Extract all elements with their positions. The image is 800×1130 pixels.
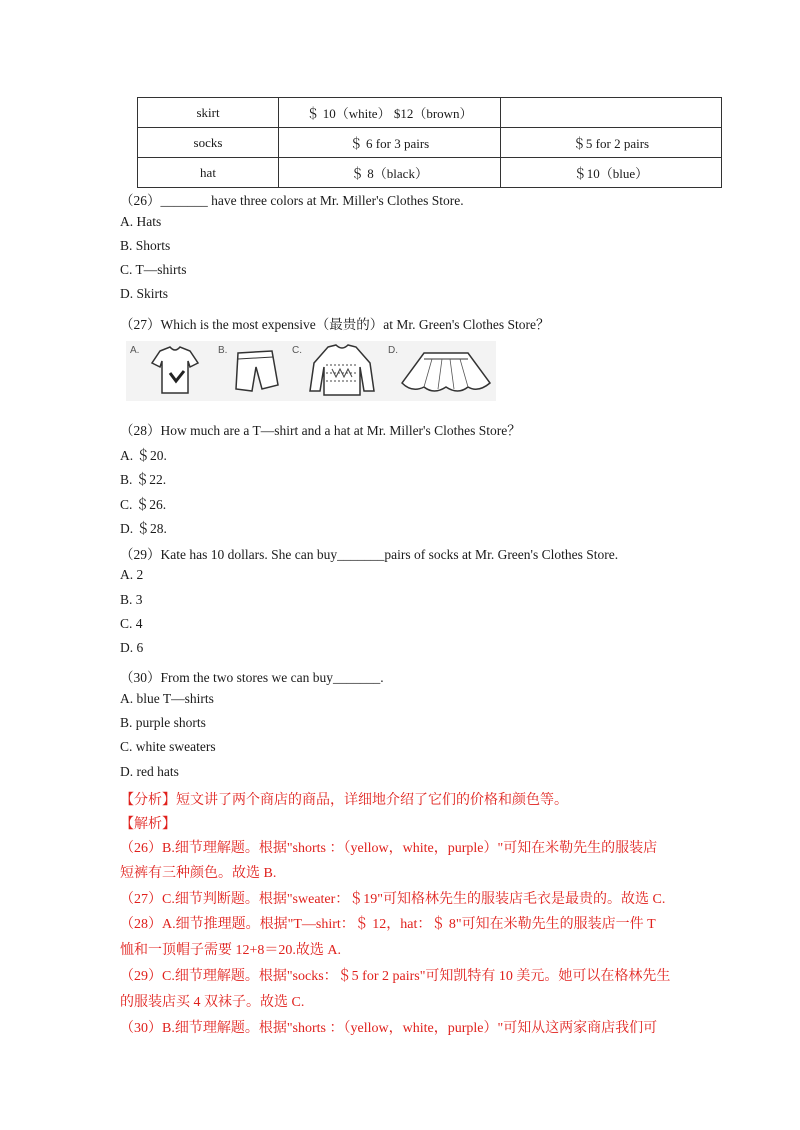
table-cell-green-price bbox=[501, 98, 722, 128]
table-row bbox=[138, 98, 722, 128]
question-27-stem: （27）Which is the most expensive（最贵的）at Mr. Green's Clothes Store？ bbox=[120, 317, 550, 332]
table-cell-green-price: ＄10（blue） bbox=[501, 158, 722, 188]
table-cell-item: skirt bbox=[138, 98, 279, 128]
option-d: D. 6 bbox=[120, 640, 144, 655]
image-option-label: C. bbox=[292, 345, 302, 356]
analysis-line: （29）C.细节理解题。根据"socks：＄5 for 2 pairs"可知凯特有 10 美元。她可以在格林先生 bbox=[120, 969, 671, 984]
table-row bbox=[138, 158, 722, 188]
question-26-stem: （26）_______ have three colors at Mr. Miller's Clothes Store. bbox=[120, 193, 464, 208]
option-c: C. ＄26. bbox=[120, 497, 167, 512]
image-option-label: B. bbox=[218, 345, 228, 356]
table-cell-green-price: ＄5 for 2 pairs bbox=[501, 128, 722, 158]
table-cell-miller-price: ＄ 10（white） $12（brown） bbox=[279, 98, 501, 128]
analysis-line: 的服装店买 4 双袜子。故选 C. bbox=[120, 995, 305, 1010]
shorts-icon bbox=[228, 341, 288, 401]
table-cell-item: hat bbox=[138, 158, 279, 188]
option-d: D. red hats bbox=[120, 764, 179, 779]
option-c: C. T—shirts bbox=[120, 262, 187, 277]
option-b: B. 3 bbox=[120, 592, 143, 607]
question-30-stem: （30）From the two stores we can buy_______. bbox=[120, 670, 384, 685]
option-a: A. ＄20. bbox=[120, 448, 167, 463]
analysis-line: （30）B.细节理解题。根据"shorts ：（yellow，white，purple）"可知从这两家商店我们可 bbox=[120, 1021, 658, 1036]
option-b: B. Shorts bbox=[120, 238, 171, 253]
option-c: C. 4 bbox=[120, 616, 143, 631]
option-d: D. ＄28. bbox=[120, 521, 167, 536]
option-b: B. purple shorts bbox=[120, 715, 206, 730]
table-row bbox=[138, 128, 722, 158]
option-a: A. blue T—shirts bbox=[120, 691, 214, 706]
option-c: C. white sweaters bbox=[120, 739, 216, 754]
analysis-line: 恤和一顶帽子需要 12+8＝20.故选 A. bbox=[120, 943, 342, 958]
image-option-label: A. bbox=[130, 345, 140, 356]
option-a: A. 2 bbox=[120, 567, 144, 582]
table-cell-miller-price: ＄ 6 for 3 pairs bbox=[279, 128, 501, 158]
clothes-image-options bbox=[126, 341, 496, 401]
question-28-stem: （28）How much are a T—shirt and a hat at Mr. Miller's Clothes Store？ bbox=[120, 423, 521, 438]
table-cell-miller-price: ＄ 8（black） bbox=[279, 158, 501, 188]
option-a: A. Hats bbox=[120, 214, 162, 229]
option-b: B. ＄22. bbox=[120, 472, 167, 487]
skirt-icon bbox=[398, 341, 494, 401]
analysis-line: 短裤有三种颜色。故选 B. bbox=[120, 866, 277, 881]
option-d: D. Skirts bbox=[120, 286, 169, 301]
tshirt-icon bbox=[140, 341, 210, 401]
analysis-line: （28）A.细节推理题。根据"T—shirt：＄ 12，hat：＄ 8"可知在米勒先生的服装店一件 T bbox=[120, 917, 656, 932]
analysis-heading: 【解析】 bbox=[120, 817, 176, 832]
image-option-label: D. bbox=[388, 345, 398, 356]
question-29-stem: （29）Kate has 10 dollars. She can buy_______pairs of socks at Mr. Green's Clothes Store. bbox=[120, 547, 619, 562]
price-table bbox=[137, 97, 722, 188]
analysis-line: （27）C.细节判断题。根据"sweater：＄19"可知格林先生的服装店毛衣是最贵的。故选 C. bbox=[120, 892, 666, 907]
table-cell-item: socks bbox=[138, 128, 279, 158]
analysis-summary: 【分析】短文讲了两个商店的商品，详细地介绍了它们的价格和颜色等。 bbox=[120, 793, 568, 808]
analysis-line: （26）B.细节理解题。根据"shorts ：（yellow，white，purple）"可知在米勒先生的服装店 bbox=[120, 841, 658, 856]
sweater-icon bbox=[302, 341, 382, 401]
